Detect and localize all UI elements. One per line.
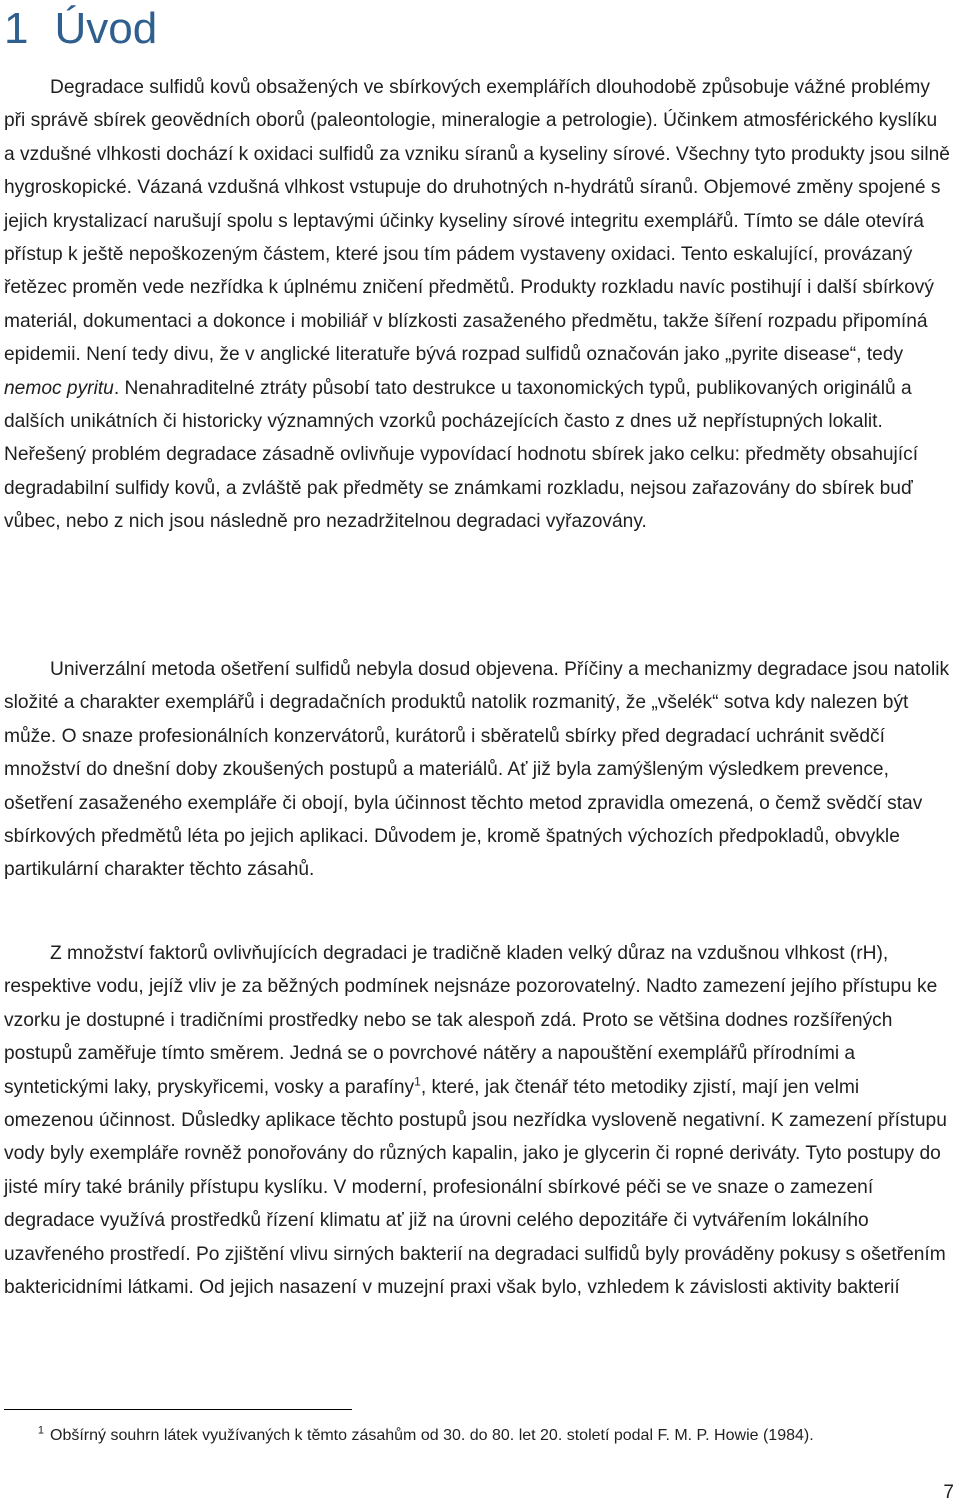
footnote-marker: 1	[37, 1424, 44, 1437]
chapter-heading	[4, 0, 157, 58]
footnote-text: Obšírný souhrn látek využívaných k těmto zásahům od 30. do 80. let 20. století podal F. M. P. Howie (1984).	[50, 1427, 814, 1444]
chapter-number: 1	[4, 4, 29, 53]
chapter-title: Úvod	[54, 4, 158, 53]
footnote-marker-wrap	[4, 1422, 50, 1449]
paragraph-3-text: Z množství faktorů ovlivňujících degradaci je tradičně kladen velký důraz na vzdušnou vlhkost (rH), respektive vodu, jejíž vliv je za běžných podmínek nejsnáze pozorovatelný. Nadto zamezení jejího přístupu ke vzorku je dostupné i tradičními prostředky nebo se tak alespoň zdá. Proto se většina dodnes rozšířených postupů zaměřuje tímto směrem. Jedná se o povrchové nátěry a napouštění exemplářů přírodními a syntetickými laky, pryskyřicemi, vosky a parafíny	[4, 943, 938, 1098]
page-number: 7	[943, 1482, 954, 1503]
paragraph-3	[4, 937, 952, 1304]
paragraph-1-text: Degradace sulfidů kovů obsažených ve sbírkových exemplářích dlouhodobě způsobuje vážné problémy při správě sbírek geovědních oborů (paleontologie, mineralogie a petrologie). Účinkem atmosférického kyslíku a vzdušné vlhkosti dochází k oxidaci sulfidů za vzniku síranů a kyseliny sírové. Všechny tyto produkty jsou silně hygroskopické. Vázaná vzdušná vlhkost vstupuje do druhotných n-hydrátů síranů. Objemové změny spojené s jejich krystalizací narušují spolu s leptavými účinky kyseliny sírové integritu exemplářů. Tímto se dále otevírá přístup k ještě nepoškozeným částem, které jsou tím pádem vystaveny oxidaci. Tento eskalující, provázaný řetězec proměn vede nezřídka k úplnému zničení předmětů. Produkty rozkladu navíc postihují i další sbírkový materiál, dokumentaci a dokonce i mobiliář v blízkosti zasaženého předmětu, takže šíření rozpadu připomíná epidemii. Není tedy divu, že v anglické literatuře bývá rozpad sulfidů označován jako „pyrite disease“, tedy	[4, 77, 950, 366]
paragraph-1-text-after: . Nenahraditelné ztráty působí tato destrukce u taxonomických typů, publikovaných originálů a dalších unikátních či historicky významných vzorků pocházejících často z dnes už nepřístupných lokalit. Neřešený problém degradace zásadně ovlivňuje vypovídací hodnotu sbírek jako celku: předměty obsahující degradabilní sulfidy kovů, a zvláště pak předměty se známkami rozkladu, nejsou zařazovány do sbírek buď vůbec, nebo z nich jsou následně pro nezadržitelnou degradaci vyřazovány.	[4, 377, 919, 533]
footnote-reference[interactable]: 1	[414, 1074, 421, 1089]
paragraph-2-text: Univerzální metoda ošetření sulfidů nebyla dosud objevena. Příčiny a mechanizmy degradace jsou natolik složité a charakter exemplářů i degradačních produktů natolik rozmanitý, že „všelék“ sotva kdy nalezen být může. O snaze profesionálních konzervátorů, kurátorů i sběratelů sbírky před degradací uchránit svědčí množství do dnešní doby zkoušených postupů a materiálů. Ať již byla zamýšleným výsledkem prevence, ošetření zasaženého exempláře či obojí, byla účinnost těchto metod zpravidla omezená, o čemž svědčí stav sbírkových předmětů léta po jejich aplikaci. Důvodem je, kromě špatných výchozích předpokladů, obvykle partikulární charakter těchto zásahů.	[4, 659, 950, 881]
footnote	[4, 1422, 944, 1449]
paragraph-2	[4, 653, 952, 887]
paragraph-3-text-after: , které, jak čtenář této metodiky zjistí, mají jen velmi omezenou účinnost. Důsledky aplikace těchto postupů jsou nezřídka vysloveně negativní. K zamezení přístupu vody byly exempláře rovněž ponořovány do různých kapalin, jako je glycerin či ropné deriváty. Tyto postupy do jisté míry také bránily přístupu kyslíku. V moderní, profesionální sbírkové péči se ve snaze o zamezení degradace využívá prostředků řízení klimatu ať již na úrovni celého depozitáře či vytvářením lokálního uzavřeného prostředí. Po zjištění vlivu sirných bakterií na degradaci sulfidů byly prováděny pokusy s ošetřením baktericidními látkami. Od jejich nasazení v muzejní praxi však bylo, vzhledem k závislosti aktivity bakterií	[4, 1076, 947, 1299]
paragraph-1-italic: nemoc pyritu	[4, 377, 114, 399]
footnote-separator	[4, 1409, 352, 1410]
paragraph-1	[4, 71, 952, 539]
